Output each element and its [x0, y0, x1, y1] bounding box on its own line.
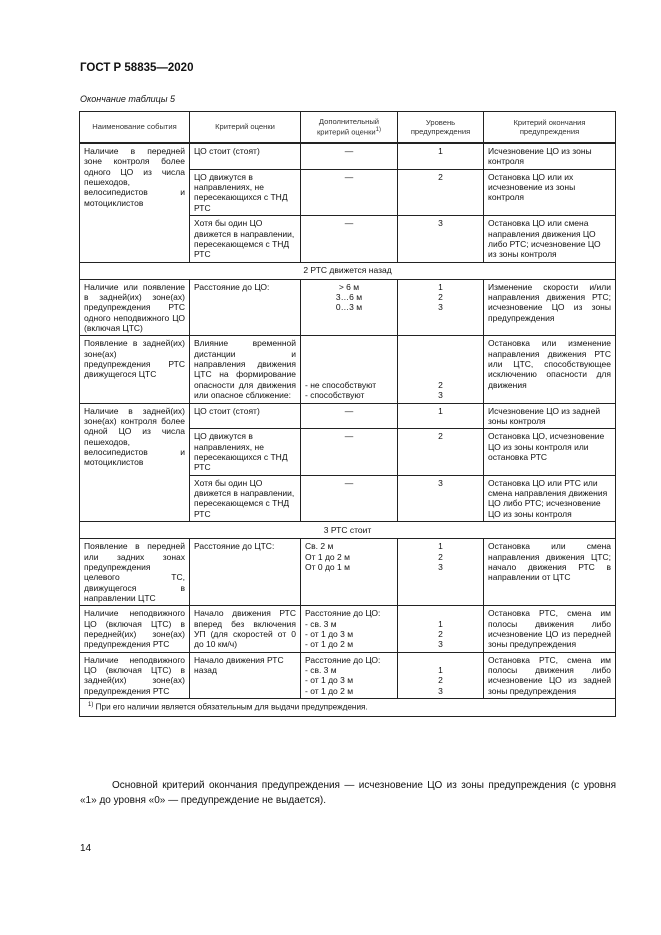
level-value: 1 — [438, 665, 443, 676]
criterion-cell: Начало движения РТС вперед без включения УП (для скоростей от 0 до 10 км/ч) — [190, 606, 301, 652]
level-value: 3 — [438, 685, 443, 696]
end-cell: Изменение скорости и/или направления движения РТС; исчезновение ЦО из зоны предупреждения — [484, 279, 616, 336]
level-value: 3 — [438, 639, 443, 650]
level-cell: 3 — [398, 216, 484, 262]
column-header-criterion: Критерий оценки — [190, 112, 301, 144]
level-value: 1 — [438, 281, 443, 292]
footnote-cell — [80, 699, 616, 717]
level-value: 3 — [438, 561, 443, 572]
table-row — [80, 652, 616, 698]
section-row — [80, 522, 616, 539]
table-row — [80, 539, 616, 606]
additional-cell — [301, 539, 398, 606]
level-value: 2 — [438, 675, 443, 686]
event-cell: Появление в передней или задних зонах предупреждения целевого ТС, движущегося в направлении ЦТС — [80, 539, 190, 606]
additional-cell: — — [301, 403, 398, 429]
level-value: 2 — [438, 291, 443, 302]
end-cell: Остановка ЦО или их исчезновение из зоны контроля — [484, 169, 616, 215]
additional-value: - способствуют — [305, 390, 365, 401]
criterion-cell: Начало движения РТС назад — [190, 652, 301, 698]
criterion-cell: ЦО движутся в направлениях, не пересекающихся с ТНД РТС — [190, 169, 301, 215]
additional-value: Св. 2 м — [305, 541, 334, 552]
section-row — [80, 262, 616, 279]
additional-value: - св. 3 м — [305, 618, 337, 629]
criterion-cell: Хотя бы один ЦО движется в направлении, пересекающемся с ТНД РТС — [190, 216, 301, 262]
level-cell — [398, 336, 484, 403]
table-caption: Окончание таблицы 5 — [80, 94, 175, 104]
criterion-cell: Хотя бы один ЦО движется в направлении, пересекающемся с ТНД РТС — [190, 475, 301, 521]
column-header-level: Уровень предупреждения — [398, 112, 484, 144]
column-header-event: Наименование события — [80, 112, 190, 144]
footnote-mark: 1) — [88, 702, 94, 709]
level-value: 1 — [438, 541, 443, 552]
end-cell: Остановка ЦО или смена направления движения ЦО либо РТС; исчезновение ЦО из зоны контроля — [484, 216, 616, 262]
footnote-mark: 1) — [375, 126, 382, 133]
end-cell: Остановка или смена направления движения ЦТС; начало движения РТС в направлении от ЦТС — [484, 539, 616, 606]
level-cell — [398, 606, 484, 652]
level-value: 2 — [438, 551, 443, 562]
criterion-cell: ЦО стоит (стоят) — [190, 143, 301, 169]
body-paragraph: Основной критерий окончания предупреждения — исчезновение ЦО из зоны предупреждения (с уровня «1» до уровня «0» — предупреждение не выдается). — [80, 780, 616, 806]
level-cell — [398, 279, 484, 336]
level-spacer — [402, 608, 479, 618]
additional-cell — [301, 336, 398, 403]
end-cell: Остановка или изменение направления движения РТС или ЦТС, способствующее исключению опасности для движения — [484, 336, 616, 403]
table-row — [80, 336, 616, 403]
event-cell: Наличие в задней(их) зоне(ах) контроля более одной ЦО из числа пешеходов, велосипедистов и мотоциклистов — [80, 403, 190, 522]
level-value: 3 — [438, 390, 443, 401]
additional-cell — [301, 606, 398, 652]
section-title: 3 РТС стоит — [80, 522, 616, 539]
additional-value: > 6 м — [338, 281, 360, 292]
level-cell: 2 — [398, 429, 484, 475]
additional-cell: — — [301, 143, 398, 169]
event-cell: Наличие неподвижного ЦО (включая ЦТС) в передней(их) зоне(ах) предупреждения РТС — [80, 606, 190, 652]
level-cell: 1 — [398, 143, 484, 169]
event-cell: Появление в задней(их) зоне(ах) предупреждения РТС движущегося ЦТС — [80, 336, 190, 403]
level-value: 2 — [438, 379, 443, 390]
table-row — [80, 143, 616, 169]
event-cell: Наличие в передней зоне контроля более одного ЦО из числа пешеходов, велосипедистов и мотоциклистов — [80, 143, 190, 262]
level-spacer — [402, 655, 479, 665]
additional-cell: — — [301, 169, 398, 215]
level-value: 2 — [438, 629, 443, 640]
additional-value: 0…3 м — [335, 302, 363, 313]
level-cell: 3 — [398, 475, 484, 521]
standard-code: ГОСТ Р 58835—2020 — [80, 62, 194, 74]
additional-value: - св. 3 м — [305, 665, 337, 676]
criterion-cell: Расстояние до ЦО: — [190, 279, 301, 336]
level-value: 1 — [438, 618, 443, 629]
criterion-cell: Влияние временной дистанции и направления движения ЦТС на формирование опасности для движения или опасное сближение: — [190, 336, 301, 403]
additional-value: От 1 до 2 м — [305, 551, 350, 562]
end-cell: Исчезновение ЦО из зоны контроля — [484, 143, 616, 169]
additional-value: - от 1 до 3 м — [305, 629, 354, 640]
table-row — [80, 279, 616, 336]
page-number: 14 — [80, 843, 92, 854]
event-cell: Наличие или появление в задней(их) зоне(ах) предупреждения РТС одного неподвижного ЦО (включая ЦТС) — [80, 279, 190, 336]
end-cell: Остановка ЦО или РТС или смена направления движения ЦО либо РТС; исчезновение ЦО из зоны контроля — [484, 475, 616, 521]
table-row — [80, 606, 616, 652]
criterion-cell: ЦО движутся в направлениях, не пересекающихся с ТНД РТС — [190, 429, 301, 475]
criterion-cell: ЦО стоит (стоят) — [190, 403, 301, 429]
end-cell: Исчезновение ЦО из задней зоны контроля — [484, 403, 616, 429]
end-cell: Остановка РТС, смена им полосы движения либо исчезновение ЦО из передней зоны предупреждения — [484, 606, 616, 652]
additional-title: Расстояние до ЦО: — [305, 654, 381, 665]
additional-cell — [301, 652, 398, 698]
footnote-row — [80, 699, 616, 717]
additional-value: - от 1 до 3 м — [305, 675, 354, 686]
end-cell: Остановка ЦО, исчезновение ЦО из зоны контроля или остановка РТС — [484, 429, 616, 475]
additional-title: Расстояние до ЦО: — [305, 608, 381, 619]
level-cell — [398, 539, 484, 606]
additional-value: 3…6 м — [335, 291, 363, 302]
additional-value: От 0 до 1 м — [305, 561, 350, 572]
table-row — [80, 403, 616, 429]
event-cell: Наличие неподвижного ЦО (включая ЦТС) в задней(их) зоне(ах) предупреждения РТС — [80, 652, 190, 698]
footnote-text: При его наличии является обязательным для выдачи предупреждения. — [95, 702, 368, 712]
criterion-cell: Расстояние до ЦТС: — [190, 539, 301, 606]
level-cell — [398, 652, 484, 698]
additional-cell: — — [301, 216, 398, 262]
section-title: 2 РТС движется назад — [80, 262, 616, 279]
level-value: 3 — [438, 302, 443, 313]
column-header-end: Критерий окончания предупреждения — [484, 112, 616, 144]
column-header-additional-label: Дополнительный критерий оценки — [316, 117, 380, 137]
additional-value: - от 1 до 2 м — [305, 639, 354, 650]
level-cell: 1 — [398, 403, 484, 429]
additional-cell — [301, 279, 398, 336]
additional-cell: — — [301, 475, 398, 521]
additional-value: - от 1 до 2 м — [305, 685, 354, 696]
additional-cell: — — [301, 429, 398, 475]
table-header-row — [80, 112, 616, 144]
warnings-table — [79, 111, 616, 717]
column-header-additional — [301, 112, 398, 144]
end-cell: Остановка РТС, смена им полосы движения либо исчезновение ЦО из задней зоны предупреждения — [484, 652, 616, 698]
additional-value: - не способствуют — [305, 379, 377, 390]
level-cell: 2 — [398, 169, 484, 215]
